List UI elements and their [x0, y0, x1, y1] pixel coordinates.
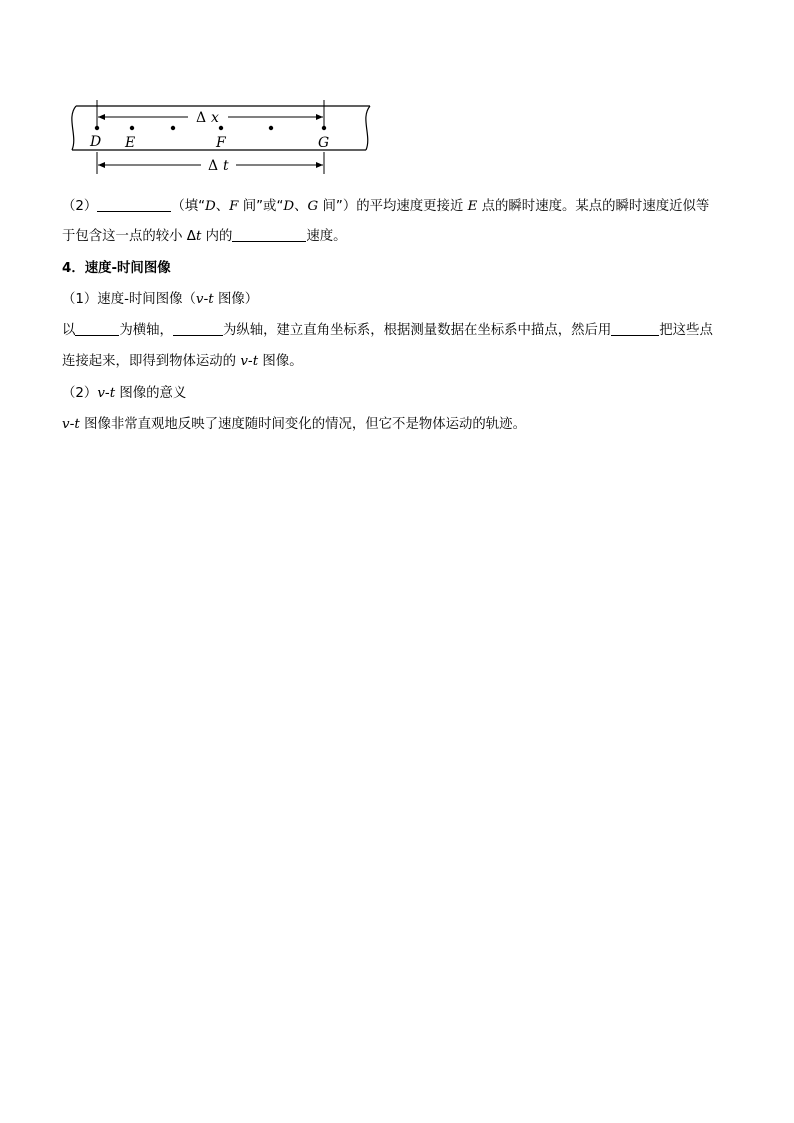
tape-right-end	[366, 106, 370, 150]
separator: 、	[294, 199, 308, 214]
section-4-para-3	[62, 415, 742, 435]
dot-f	[219, 126, 223, 130]
answer-blank-3[interactable]	[75, 321, 119, 336]
question-2-line-2	[62, 227, 742, 247]
var-g: G	[307, 199, 319, 214]
body-text: （1）速度-时间图像（	[62, 292, 196, 307]
label-f: F	[216, 135, 226, 151]
section-4-para-1	[62, 321, 742, 341]
body-text: 内的	[201, 229, 233, 244]
label-d: D	[90, 134, 102, 150]
dash: -	[203, 292, 209, 307]
hint-text: 点的瞬时速度。某点的瞬时速度近似等	[477, 199, 710, 214]
section-4-sub-1	[62, 290, 742, 310]
dt-arrow-left	[98, 162, 105, 168]
body-text: 速度。	[306, 229, 347, 244]
dx-var: x	[211, 110, 219, 126]
var-t: t	[208, 292, 214, 307]
label-g: G	[318, 135, 330, 151]
hint-text: （填“	[171, 199, 206, 214]
dot-e	[130, 126, 134, 130]
var-v: v	[97, 386, 105, 401]
label-e: E	[125, 135, 136, 151]
dash: -	[69, 417, 75, 432]
tape-svg	[58, 98, 380, 182]
var-f: F	[229, 199, 239, 214]
var-t: t	[109, 386, 116, 401]
body-text: 把这些点	[659, 323, 713, 338]
dot-mid2	[269, 126, 273, 130]
dot-d	[95, 126, 99, 130]
question-2-line-1	[62, 197, 742, 217]
dash: -	[104, 386, 110, 401]
answer-blank-4[interactable]	[173, 321, 223, 336]
section-4-sub-2	[62, 384, 742, 404]
hint-text: 间”或“	[238, 199, 284, 214]
var-v: v	[240, 354, 248, 369]
answer-blank-1[interactable]	[97, 197, 171, 212]
var-d: D	[205, 199, 216, 214]
dt-arrow-right	[316, 162, 323, 168]
dx-arrow-left	[98, 114, 105, 120]
var-v: v	[195, 292, 204, 307]
dash: -	[247, 354, 253, 369]
dx-delta: Δ	[196, 110, 207, 126]
body-text: 连接起来，即得到物体运动的	[62, 354, 241, 369]
body-text: 以	[62, 323, 76, 338]
body-text: 图像）	[213, 292, 259, 307]
answer-blank-5[interactable]	[611, 321, 659, 336]
body-text: 为纵轴，建立直角坐标系，根据测量数据在坐标系中描点，然后用	[222, 323, 612, 338]
body-text: 图像非常直观地反映了速度随时间变化的情况，但它不是物体运动的轨迹。	[79, 417, 526, 432]
var-v: v	[62, 417, 70, 432]
dot-g	[322, 126, 326, 130]
dot-mid1	[171, 126, 175, 130]
ticker-tape-diagram	[58, 98, 380, 182]
tape-left-end	[72, 106, 76, 150]
question-number: （2）	[62, 199, 98, 214]
dt-delta: Δ	[208, 158, 219, 174]
body-text: 图像的意义	[115, 386, 187, 401]
body-text: 于包含这一点的较小 Δ	[62, 229, 196, 244]
var-t: t	[252, 354, 259, 369]
separator: 、	[215, 199, 230, 214]
var-e: E	[467, 199, 478, 214]
body-text: （2）	[62, 386, 98, 401]
dx-arrow-right	[316, 114, 323, 120]
dt-var: t	[223, 158, 229, 174]
section-4-title: 4．速度-时间图像	[62, 261, 171, 276]
body-text: 为横轴，	[119, 323, 173, 338]
var-d: D	[283, 199, 295, 214]
hint-text: 间”）的平均速度更接近	[318, 199, 468, 214]
var-t: t	[195, 229, 202, 244]
var-t: t	[74, 417, 80, 432]
section-4-para-2	[62, 352, 742, 372]
answer-blank-2[interactable]	[232, 227, 306, 242]
body-text: 图像。	[258, 354, 303, 369]
